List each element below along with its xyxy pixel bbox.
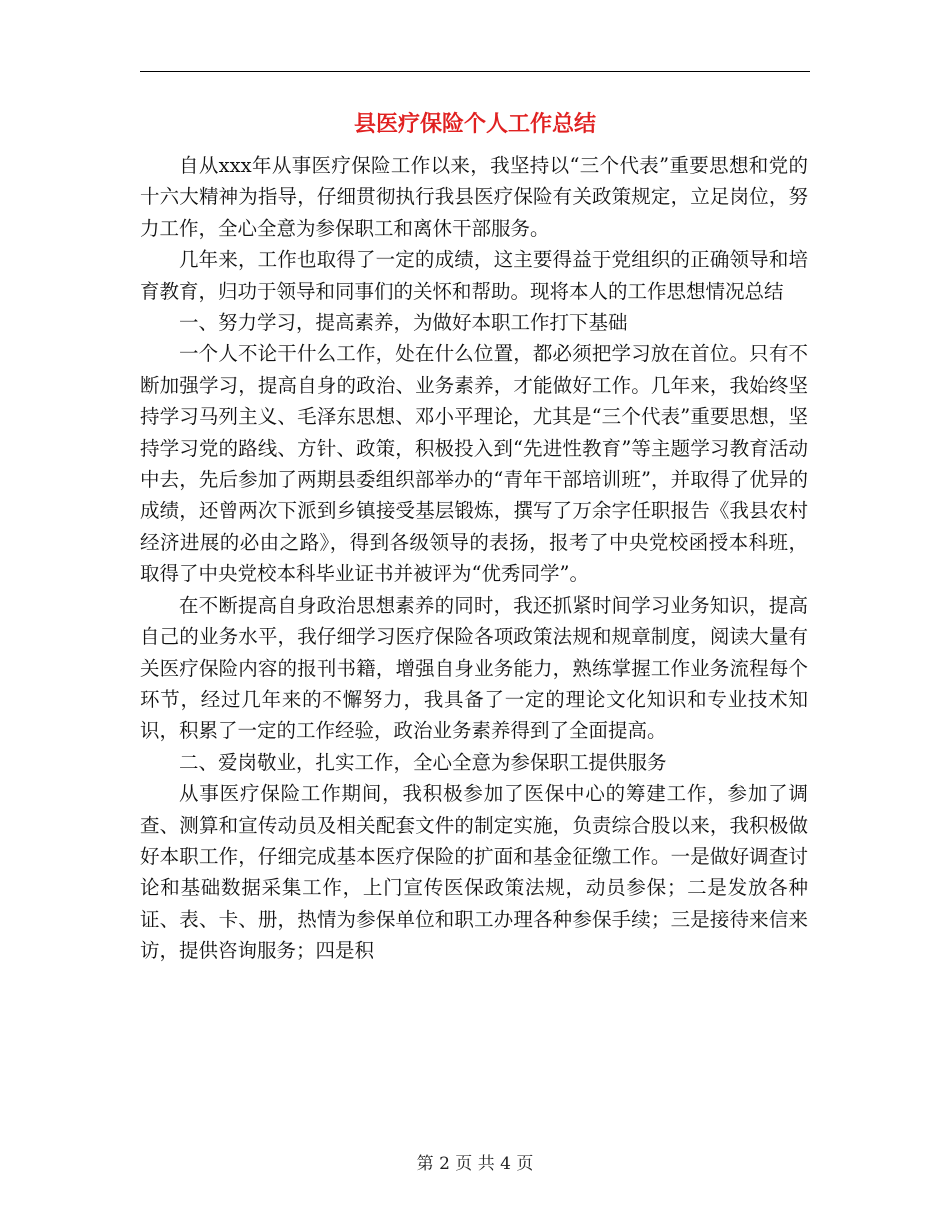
section-heading-2: 二、爱岗敬业，扎实工作，全心全意为参保职工提供服务 — [179, 750, 667, 774]
document-body — [140, 150, 808, 967]
paragraph-intro: 自从xxx年从事医疗保险工作以来，我坚持以“三个代表”重要思想和党的十六大精神为指导，仔细贯彻执行我县医疗保险有关政策规定，立足岗位，努力工作，全心全意为参保职工和离休干部服务。 — [140, 154, 808, 240]
header-rule — [140, 71, 810, 72]
section-heading-1: 一、努力学习，提高素养，为做好本职工作打下基础 — [179, 311, 628, 335]
document-title: 县医疗保险个人工作总结 — [353, 112, 596, 137]
paragraph-work: 从事医疗保险工作期间，我积极参加了医保中心的筹建工作，参加了调查、测算和宣传动员及相关配套文件的制定实施，负责综合股以来，我积极做好本职工作，仔细完成基本医疗保险的扩面和基金征缴工作。一是做好调查讨论和基础数据采集工作，上门宣传医保政策法规，动员参保；二是发放各种证、表、卡、册，热情为参保单位和职工办理各种参保手续；三是接待来信来访，提供咨询服务；四是积 — [140, 782, 808, 963]
page-footer: 第 2 页 共 4 页 — [416, 1154, 534, 1174]
paragraph-achievements: 几年来，工作也取得了一定的成绩，这主要得益于党组织的正确领导和培育教育，归功于领导和同事们的关怀和帮助。现将本人的工作思想情况总结 — [140, 248, 808, 303]
paragraph-study: 一个人不论干什么工作，处在什么位置，都必须把学习放在首位。只有不断加强学习，提高自身的政治、业务素养，才能做好工作。几年来，我始终坚持学习马列主义、毛泽东思想、邓小平理论，尤其是“三个代表”重要思想，坚持学习党的路线、方针、政策，积极投入到“先进性教育”等主题学习教育活动中去，先后参加了两期县委组织部举办的“青年干部培训班”，并取得了优异的成绩，还曾两次下派到乡镇接受基层锻炼，撰写了万余字任职报告《我县农村经济进展的必由之路》，得到各级领导的表扬，报考了中央党校函授本科班，取得了中央党校本科毕业证书并被评为“优秀同学”。 — [140, 342, 808, 586]
paragraph-business-knowledge: 在不断提高自身政治思想素养的同时，我还抓紧时间学习业务知识，提高自己的业务水平，我仔细学习医疗保险各项政策法规和规章制度，阅读大量有关医疗保险内容的报刊书籍，增强自身业务能力，熟练掌握工作业务流程每个环节，经过几年来的不懈努力，我具备了一定的理论文化知识和专业技术知识，积累了一定的工作经验，政治业务素养得到了全面提高。 — [140, 593, 808, 743]
